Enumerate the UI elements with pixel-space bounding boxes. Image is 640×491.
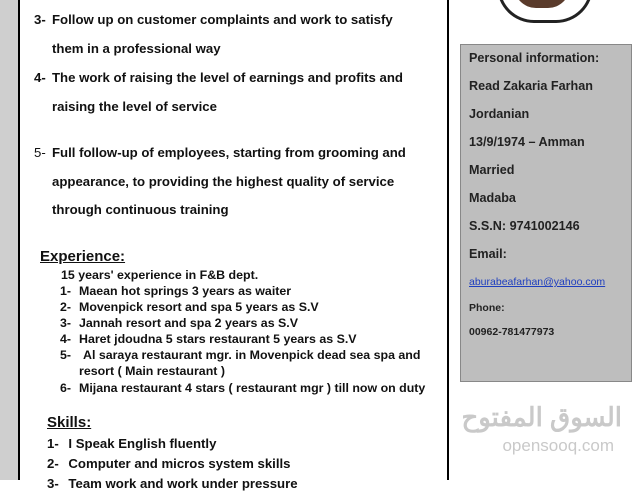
duty-number: 5-: [34, 145, 46, 160]
duty-line: raising the level of service: [52, 99, 217, 114]
duty-line: them in a professional way: [52, 41, 221, 56]
phone-label: Phone:: [469, 302, 505, 314]
personal-info-box: [460, 44, 632, 382]
skill-item: [47, 436, 216, 451]
personal-info-heading: Personal information:: [469, 51, 600, 65]
experience-text: Al saraya restaurant mgr. in Movenpick dead sea spa and: [83, 348, 421, 362]
email-link[interactable]: aburabeafarhan@yahoo.com: [469, 276, 606, 288]
duty-line: appearance, to providing the highest quality of service: [52, 174, 395, 189]
skill-number: 1-: [47, 436, 59, 451]
experience-number: 2-: [60, 300, 72, 314]
experience-number: 3-: [60, 316, 72, 330]
duty-number: 4-: [34, 70, 46, 85]
left-margin-strip: [0, 0, 18, 480]
skill-text: Team work and work under pressure: [68, 476, 298, 491]
duty-line: Full follow-up of employees, starting from grooming and: [52, 145, 406, 160]
duty-line: The work of raising the level of earnings and profits and: [52, 70, 403, 85]
marital-status: Married: [469, 163, 515, 177]
opensooq-watermark: [461, 402, 628, 462]
nationality: Jordanian: [469, 107, 530, 121]
experience-number: 1-: [60, 284, 72, 298]
experience-text: Movenpick resort and spa 5 years as S.V: [79, 300, 319, 314]
experience-text: Jannah resort and spa 2 years as S.V: [79, 316, 299, 330]
experience-text: Maean hot springs 3 years as waiter: [79, 284, 292, 298]
watermark-arabic: السوق المفتوح: [461, 402, 622, 432]
left-border-rule: [18, 0, 20, 480]
person-name: Read Zakaria Farhan: [469, 79, 593, 93]
experience-intro: 15 years' experience in F&B dept.: [61, 268, 259, 282]
skill-item: [47, 476, 298, 491]
city: Madaba: [469, 191, 516, 205]
ssn: S.S.N: 9741002146: [469, 219, 580, 233]
skill-number: 3-: [47, 476, 59, 491]
watermark-latin: opensooq.com: [502, 436, 614, 455]
duty-line: through continuous training: [52, 202, 229, 217]
email-label: Email:: [469, 247, 507, 261]
experience-number: 4-: [60, 332, 72, 346]
skill-item: [47, 456, 290, 471]
phone-number: 00962-781477973: [469, 326, 555, 338]
birth-info: 13/9/1974 – Amman: [469, 135, 585, 149]
experience-number: 6-: [60, 381, 72, 395]
experience-text: Haret jdoudna 5 stars restaurant 5 years as S.V: [79, 332, 357, 346]
skills-heading: Skills:: [47, 414, 92, 431]
experience-text-continued: resort ( Main restaurant ): [79, 364, 225, 378]
experience-heading: Experience:: [40, 248, 126, 265]
duty-number: 3-: [34, 12, 46, 27]
face-image: [514, 0, 570, 8]
duty-line: Follow up on customer complaints and work to satisfy: [52, 12, 393, 27]
experience-number: 5-: [60, 348, 72, 362]
skill-text: I Speak English fluently: [68, 436, 217, 451]
experience-text: Mijana restaurant 4 stars ( restaurant mgr ) till now on duty: [79, 381, 426, 395]
skill-text: Computer and micros system skills: [68, 456, 291, 471]
skill-number: 2-: [47, 456, 59, 471]
